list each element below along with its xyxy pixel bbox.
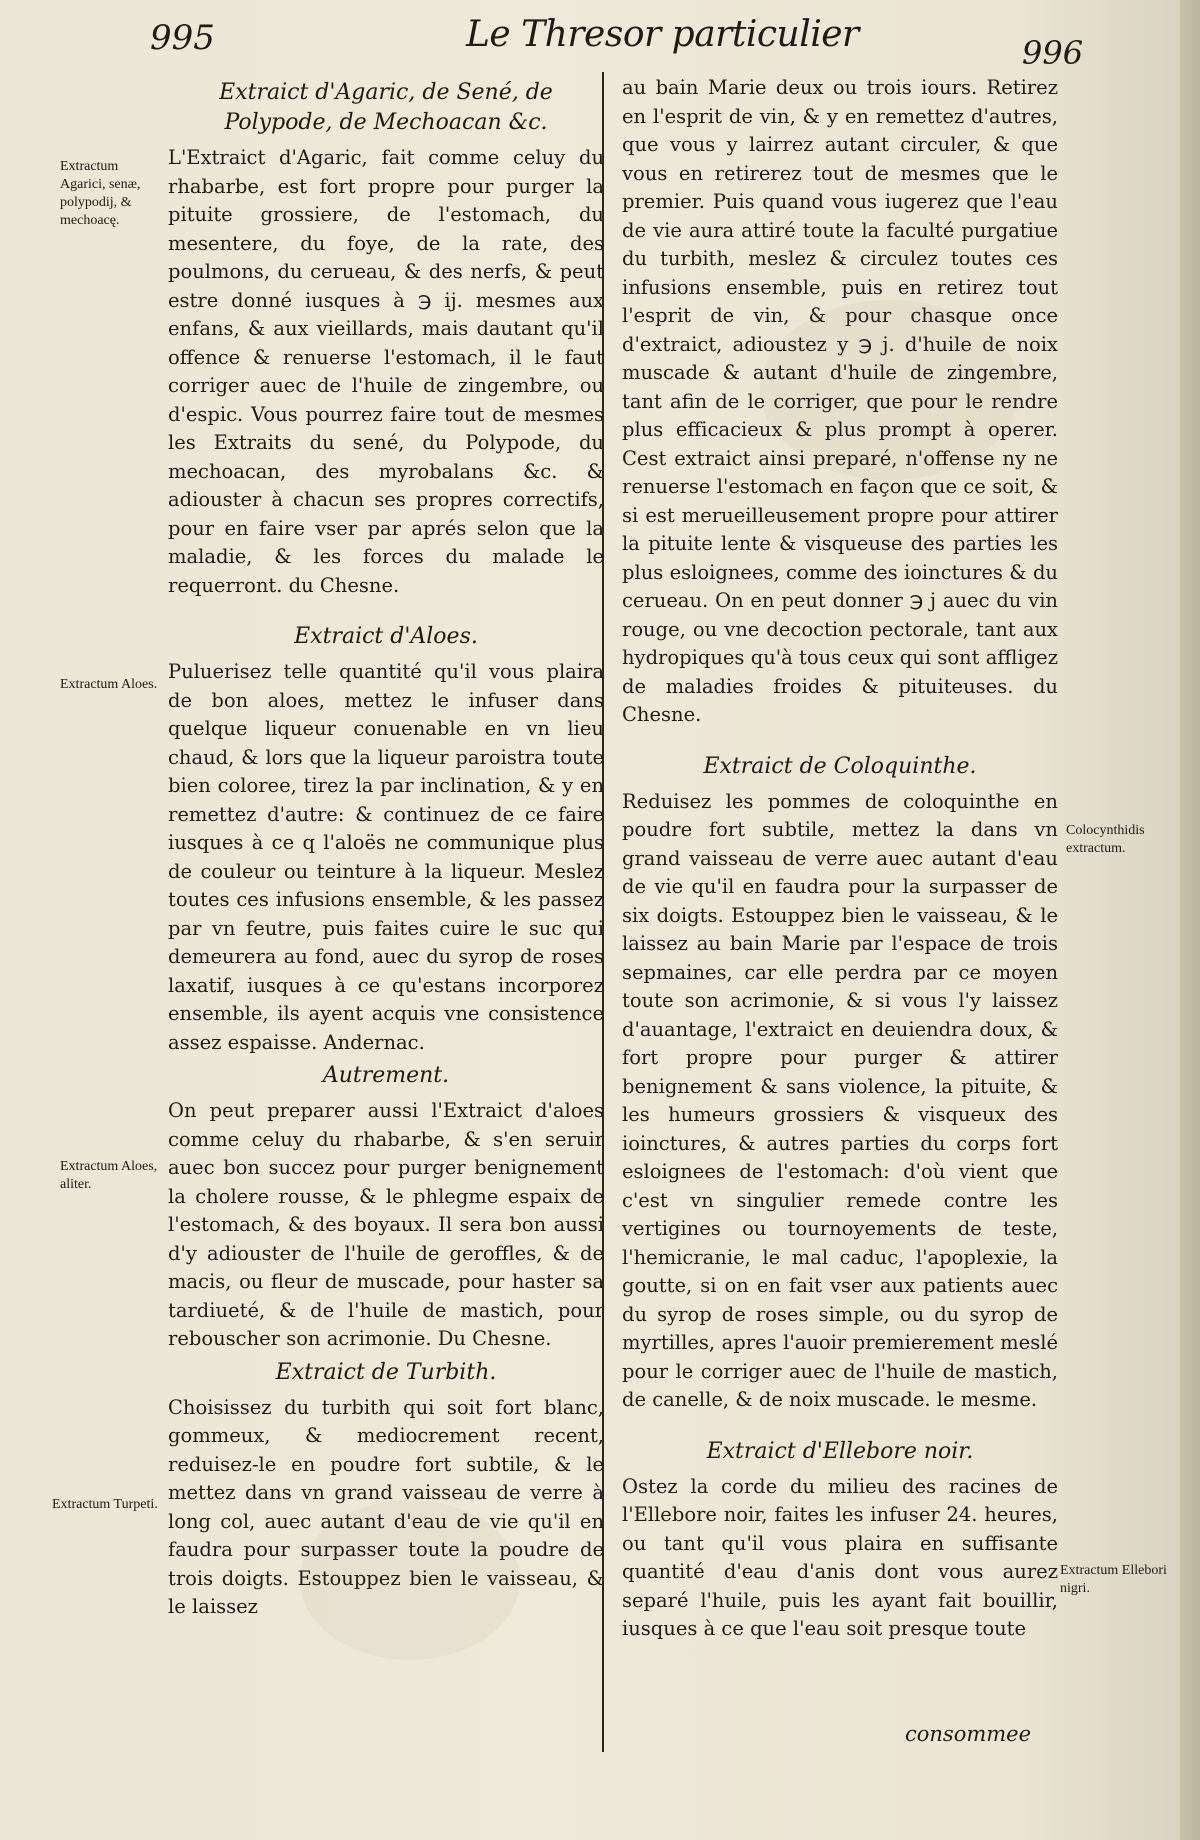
section-body-aloes: Puluerisez telle quantité qu'il vous plaira de bon aloes, mettez le infuser dans quelque liqueur conuenable en vn lieu chaud, & lors que la liqueur paroistra toute bien coloree, tirez la par inclination, & y en remettez d'autre: & continuez de ce faire iusques à ce q l'aloës ne communique plus de couleur ou teinture à la liqueur. Meslez toutes ces infusions ensemble, & les passez par vn feutre, puis faites cuire le suc qui demeurera au fond, auec du syrop de roses laxatif, iusques à ce qu'estans incorporez ensemble, ils ayent acquis vne consistence assez espaisse. Andernac. — [168, 660, 604, 1054]
margin-note-aloes: Extractum Aloes. — [60, 677, 158, 692]
section-body-ellebore: Ostez la corde du milieu des racines de l'Ellebore noir, faites les infuser 24. heures, ou tant qu'il vous plaira en suffisante quantité d'eau d'anis dont vous aurez separé l'huile, puis les ayant fait bouillir, iusques à ce que l'eau soit presque toute — [622, 1474, 1058, 1640]
page-header — [0, 8, 1200, 72]
section-body-autrement: On peut preparer aussi l'Extraict d'aloes comme celuy du rhabarbe, & s'en seruir auec bon succez pour purger benignement la cholere rousse, & le phlegme espaix de l'estomach, & des boyaux. Il sera bon aussi d'y adiouster de l'huile de geroffles, & de macis, ou fleur de muscade, pour haster sa tardiueté, & de l'huile de mastich, pour rebouscher son acrimonie. Du Chesne. — [168, 1099, 604, 1350]
section-title-autrement: Autrement. — [322, 1063, 450, 1088]
margin-note-aloes-aliter: Extractum Aloes, aliter. — [60, 1159, 158, 1192]
margin-note-turbith: Extractum Turpeti. — [52, 1497, 158, 1512]
section-title-turbith: Extraict de Turbith. — [275, 1359, 497, 1385]
adjacent-page-edge — [1180, 0, 1200, 1840]
section-title-agaric: Extraict d'Agaric, de Sené, de Polypode, de Mechoacan &c. — [219, 80, 553, 135]
page-number-right: 996 — [1022, 34, 1084, 72]
section-body-turbith-continued: au bain Marie deux ou trois iours. Retirez en l'esprit de vin, & y en remettez d'autres, que vous y lairrez autant circuler, & que vous en retirerez tout de mesmes que le premier. Puis quand vous iugerez que l'eau de vie aura attiré toute la faculté purgatiue du turbith, meslez & circulez toutes ces infusions ensemble, puis en retirez tout l'esprit de vin, & pour chasque once d'extraict, adioustez y ℈ j. d'huile de noix muscade & autant d'huile de zingembre, tant afin de le corriger, que pour le rendre plus efficacieux & plus prompt à operer. Cest extraict ainsi preparé, n'offense ny ne renuerse l'estomach en façon que ce soit, & si est merueilleusement propre pour attirer la pituite lente & visqueuse des parties les plus esloignees, comme des ioinctures & du cerueau. On en peut donner ℈ j auec du vin rouge, ou vne decoction pectorale, tant aux hydropiques qu'à tous ceux qui sont affligez de maladies froides & pituiteuses. du Chesne. — [622, 76, 1058, 726]
section-title-aloes: Extraict d'Aloes. — [294, 624, 478, 649]
right-column — [622, 74, 1058, 1644]
left-column — [168, 74, 604, 1622]
page-number-left: 995 — [150, 18, 215, 58]
margin-note-colocynth: Colocynthidis extractum. — [1066, 823, 1145, 856]
running-title: Le Thresor particulier — [466, 14, 859, 55]
catchword: consommee — [905, 1722, 1032, 1746]
section-title-ellebore: Extraict d'Ellebore noir. — [706, 1438, 974, 1464]
margin-note-agaric: Extractum Agarici, senæ, polypodij, & mechoacę. — [60, 159, 141, 228]
margin-note-ellebore: Extractum Ellebori nigri. — [1060, 1563, 1167, 1596]
section-title-coloquinthe: Extraict de Coloquinthe. — [703, 753, 977, 779]
section-body-turbith: Choisissez du turbith qui soit fort blanc, gommeux, & mediocrement recent, reduisez-le en poudre fort subtile, & le mettez dans vn grand vaisseau de verre à long col, auec autant d'eau de vie qu'il en faudra pour surpasser toute la poudre de trois doigts. Estouppez bien le vaisseau, & le laissez — [168, 1395, 604, 1618]
section-body-agaric: L'Extraict d'Agaric, fait comme celuy du rhabarbe, est fort propre pour purger la pituite grossiere, de l'estomach, du mesentere, du foye, de la rate, des poulmons, du cerueau, & des nerfs, & peut estre donné iusques à ℈ ij. mesmes aux enfans, & aux vieillards, mais dautant qu'il offence & renuerse l'estomach, il le faut corriger auec de l'huile de zingembre, ou d'espic. Vous pourrez faire tout de mesmes les Extraits du sené, du Polypode, du mechoacan, des myrobalans &c. & adiouster à chacun ses propres correctifs, pour en faire vser par aprés selon que la maladie, & les forces du malade le requerront. du Chesne. — [168, 146, 604, 597]
section-body-coloquinthe: Reduisez les pommes de coloquinthe en poudre fort subtile, mettez la dans vn grand vaisseau de verre auec autant d'eau de vie qu'il en faudra pour la surpasser de six doigts. Estouppez bien le vaisseau, & le laissez au bain Marie par l'espace de trois sepmaines, car elle perdra par ce moyen toute son acrimonie, & si vous l'y laissez d'auantage, l'extraict en deuiendra doux, & fort propre pour purger & attirer benignement & sans violence, la pituite, & les humeurs grossiers & visqueux des ioinctures, & autres parties du corps fort esloignees de l'estomach: d'où vient que c'est vn singulier remede contre les vertigines ou tournoyements de teste, l'hemicranie, le mal caduc, l'apoplexie, la goutte, si on en fait vser aux patients auec du syrop de roses simple, ou du syrop de myrtilles, apres l'auoir premierement meslé pour le corriger auec de l'huile de mastich, de canelle, & de noix muscade. le mesme. — [622, 789, 1058, 1411]
